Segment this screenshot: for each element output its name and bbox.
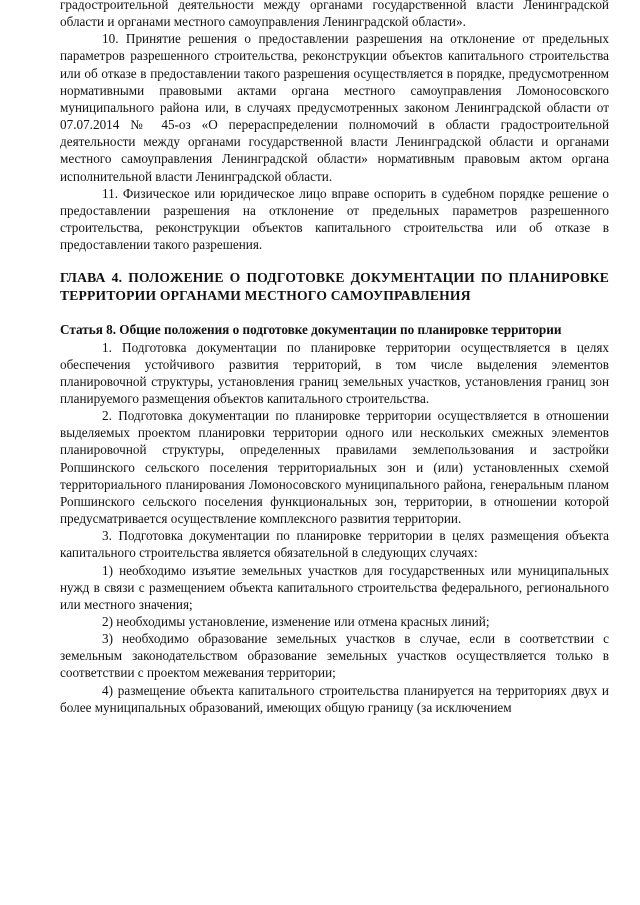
article-8-paragraph-3: 3. Подготовка документации по планировке территории в целях размещения объекта капитального строительства является обязательной в следующих случаях: [60,528,609,561]
article-8-item-4: 4) размещение объекта капитального строительства планируется на территориях двух и более муниципальных образований, имеющих общую границу (за исключением [60,682,609,715]
article-8-paragraph-1: 1. Подготовка документации по планировке территории осуществляется в целях обеспечения устойчивого развития территорий, в том числе выделения элементов планировочной структуры, установления границ земельных участков, установления границ зон планируемого размещения объектов капитального строительства. [60,339,609,406]
article-8-item-1: 1) необходимо изъятие земельных участков для государственных или муниципальных нужд в связи с размещением объекта капитального строительства федерального, регионального или местного значения; [60,562,609,612]
chapter-4-heading: ГЛАВА 4. ПОЛОЖЕНИЕ О ПОДГОТОВКЕ ДОКУМЕНТАЦИИ ПО ПЛАНИРОВКЕ ТЕРРИТОРИИ ОРГАНАМИ МЕСТНОГО САМОУПРАВЛЕНИЯ [60,270,609,303]
paragraph-continuation: градостроительной деятельности между органами государственной власти Ленинградской области и органами местного самоуправления Ленинградской области». [60,0,609,30]
article-8-item-3: 3) необходимо образование земельных участков в случае, если в соответствии с земельным законодательством образование земельных участков осуществляется только в соответствии с проектом межевания территории; [60,631,609,681]
article-8-item-2: 2) необходимы установление, изменение или отмена красных линий; [102,614,490,629]
paragraph-11: 11. Физическое или юридическое лицо вправе оспорить в судебном порядке решение о предоставлении разрешения на отклонение от предельных параметров разрешенного строительства, реконструкции объектов капитального строительства или об отказе в предоставлении такого разрешения. [60,185,609,253]
article-8-heading: Статья 8. Общие положения о подготовке документации по планировке территории [60,322,562,338]
paragraph-10: 10. Принятие решения о предоставлении разрешения на отклонение от предельных параметров разрешенного строительства, реконструкции объектов капитального строительства или об отказе в предоставлении такого разрешения осуществляется в порядке, предусмотренном нормативными правовыми актами органа местного самоуправления Ломоносовского муниципального района или, в случаях предусмотренных законом Ленинградской области от 07.07.2014 № 45-оз «О перераспределении полномочий в области градостроительной деятельности между органами государственной власти Ленинградской области и органами местного самоуправления Ленинградской области» нормативным правовым актом органа исполнительной власти Ленинградской области. [60,31,609,184]
article-8-paragraph-2: 2. Подготовка документации по планировке территории осуществляется в отношении выделяемых проектом планировки территории одного или нескольких смежных элементов планировочной структуры, определенных правилами землепользования и застройки Ропшинского сельского поселения территориальных зон и (или) установленных схемой территориального планирования Ломоносовского муниципального района, генеральным планом Ропшинского сельского поселения функциональных зон, территории, в отношении которой предусматривается осуществление комплексного развития территории. [60,408,609,527]
document-page [60,0,609,905]
